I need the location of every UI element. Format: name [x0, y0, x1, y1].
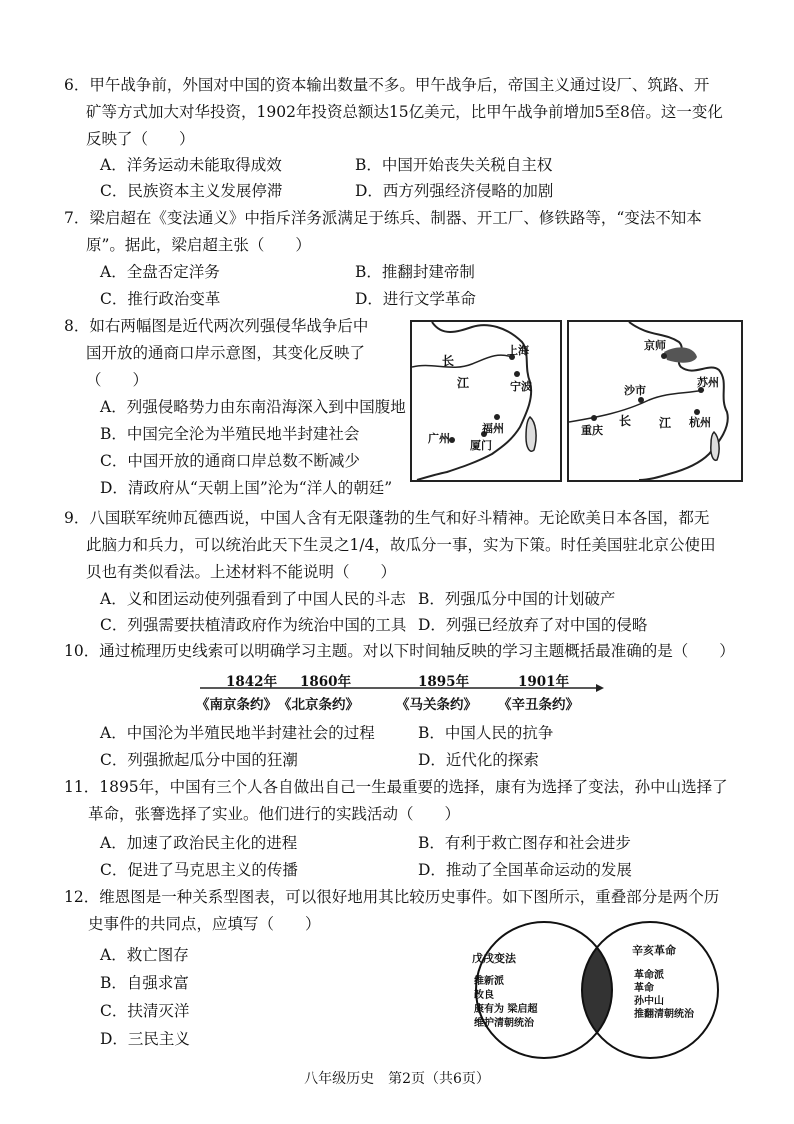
- q12-option-d[interactable]: D．三民主义: [100, 1030, 190, 1048]
- q10-option-c[interactable]: C．列强掀起瓜分中国的狂潮: [100, 751, 298, 769]
- venn-diagram: [462, 920, 732, 1060]
- q10-option-a[interactable]: A．中国沦为半殖民地半封建社会的过程: [100, 724, 375, 742]
- map1-label: 厦门: [470, 439, 492, 452]
- question-7-line: 原”。据此，梁启超主张（ ）: [86, 236, 311, 254]
- map2-label: 京师: [644, 339, 666, 352]
- q9-option-b[interactable]: B．列强瓜分中国的计划破产: [418, 590, 616, 608]
- question-9-line: 9．八国联军统帅瓦德西说，中国人含有无限蓬勃的生气和好斗精神。无论欧美日本各国，都无: [64, 509, 710, 527]
- question-9-line: 贝也有类似看法。上述材料不能说明（ ）: [86, 563, 397, 581]
- q8-option-b[interactable]: B．中国完全沦为半殖民地半封建社会: [100, 425, 360, 443]
- question-8-line: 8．如右两幅图是近代两次列强侵华战争后中: [64, 317, 369, 335]
- venn-left-item: 改良: [474, 990, 494, 1001]
- q6-option-b[interactable]: B．中国开始丧失关税自主权: [355, 156, 553, 174]
- map2-label: 江: [659, 416, 672, 430]
- map1-label: 江: [457, 376, 470, 390]
- venn-left-item: 维护清朝统治: [474, 1018, 534, 1029]
- question-12-line: 史事件的共同点，应填写（ ）: [88, 915, 321, 933]
- q6-option-c[interactable]: C．民族资本主义发展停滞: [100, 182, 283, 200]
- question-8-line: 国开放的通商口岸示意图，其变化反映了: [86, 344, 366, 362]
- question-11-line: 革命，张謇选择了实业。他们进行的实践活动（ ）: [88, 805, 461, 823]
- map2-label: 杭州: [689, 416, 711, 429]
- timeline-treaty: 《马关条约》: [396, 697, 477, 713]
- venn-left-item: 康有为 梁启超: [474, 1004, 538, 1015]
- map1-label: 宁波: [510, 380, 532, 393]
- q12-option-b[interactable]: B．自强求富: [100, 974, 189, 992]
- q9-option-a[interactable]: A．义和团运动使列强看到了中国人民的斗志: [100, 590, 406, 608]
- map1-label: 上海: [507, 344, 529, 357]
- q10-option-b[interactable]: B．中国人民的抗争: [418, 724, 554, 742]
- timeline-year: 1842年: [226, 674, 278, 690]
- map2-label: 长: [619, 414, 632, 428]
- q7-option-b[interactable]: B．推翻封建帝制: [355, 263, 475, 281]
- timeline-treaty: 《南京条约》: [196, 697, 277, 713]
- q9-option-d[interactable]: D．列强已经放弃了对中国的侵略: [418, 616, 648, 634]
- q7-option-d[interactable]: D．进行文学革命: [355, 290, 476, 308]
- timeline-year: 1860年: [300, 674, 352, 690]
- q12-option-a[interactable]: A．救亡图存: [100, 946, 189, 964]
- map1-label: 长: [442, 354, 455, 368]
- question-9-line: 此脑力和兵力，可以统治此天下生灵之1/4，故瓜分一事，实为下策。时任美国驻北京公使田: [86, 536, 716, 554]
- question-6-line: 6．甲午战争前，外国对中国的资本输出数量不多。甲午战争后，帝国主义通过设厂、筑路、开: [64, 76, 710, 94]
- venn-left-title: 戊戌变法: [472, 952, 516, 965]
- map1-label: 广州: [428, 432, 450, 445]
- q8-option-c[interactable]: C．中国开放的通商口岸总数不断减少: [100, 452, 360, 470]
- map2-label: 苏州: [697, 376, 719, 389]
- venn-right-item: 革命派: [634, 970, 664, 981]
- venn-right-title: 辛亥革命: [632, 944, 676, 957]
- question-12-line: 12．维恩图是一种关系型图表，可以很好地用其比较历史事件。如下图所示，重叠部分是两个历: [64, 888, 720, 906]
- question-10-line: 10．通过梳理历史线索可以明确学习主题。对以下时间轴反映的学习主题概括最准确的是（ ）: [64, 642, 735, 660]
- timeline-year: 1901年: [518, 674, 570, 690]
- timeline-treaty: 《北京条约》: [278, 697, 359, 713]
- q8-option-d[interactable]: D．清政府从“天朝上国”沦为“洋人的朝廷”: [100, 479, 393, 497]
- q7-option-c[interactable]: C．推行政治变革: [100, 290, 221, 308]
- question-8-line: （ ）: [86, 371, 149, 389]
- question-6-line: 反映了（ ）: [86, 130, 195, 148]
- q11-option-d[interactable]: D．推动了全国革命运动的发展: [418, 861, 632, 879]
- q10-option-d[interactable]: D．近代化的探索: [418, 751, 539, 769]
- question-6-line: 矿等方式加大对华投资，1902年投资总额达15亿美元，比甲午战争前增加5至8倍。这一变化: [86, 103, 723, 121]
- venn-right-item: 孙中山: [634, 996, 664, 1007]
- q12-option-c[interactable]: C．扶清灭洋: [100, 1002, 190, 1020]
- timeline-treaty: 《辛丑条约》: [498, 697, 579, 713]
- q11-option-b[interactable]: B．有利于救亡图存和社会进步: [418, 834, 631, 852]
- map2-label: 重庆: [581, 424, 603, 437]
- question-11: [64, 774, 744, 828]
- q7-option-a[interactable]: A．全盘否定洋务: [100, 263, 220, 281]
- page-footer: 八年级历史 第2页（共6页）: [304, 1071, 490, 1087]
- map1-label: 福州: [482, 422, 504, 435]
- q11-option-c[interactable]: C．促进了马克思主义的传播: [100, 861, 298, 879]
- question-11-line: 11．1895年，中国有三个人各自做出自己一生最重要的选择，康有为选择了变法，孙中山选择了: [64, 778, 728, 796]
- q8-option-a[interactable]: A．列强侵略势力由东南沿海深入到中国腹地: [100, 398, 406, 416]
- q9-option-c[interactable]: C．列强需要扶植清政府作为统治中国的工具: [100, 616, 407, 634]
- venn-right-item: 革命: [634, 983, 654, 994]
- q6-option-d[interactable]: D．西方列强经济侵略的加剧: [355, 182, 554, 200]
- q6-option-a[interactable]: A．洋务运动未能取得成效: [100, 156, 282, 174]
- venn-right-item: 推翻清朝统治: [634, 1009, 694, 1020]
- map2-label: 沙市: [624, 384, 646, 397]
- q11-option-a[interactable]: A．加速了政治民主化的进程: [100, 834, 298, 852]
- question-7-line: 7．梁启超在《变法通义》中指斥洋务派满足于练兵、制器、开工厂、修铁路等，“变法不知本: [64, 209, 702, 227]
- timeline-year: 1895年: [418, 674, 470, 690]
- venn-left-item: 维新派: [474, 976, 504, 987]
